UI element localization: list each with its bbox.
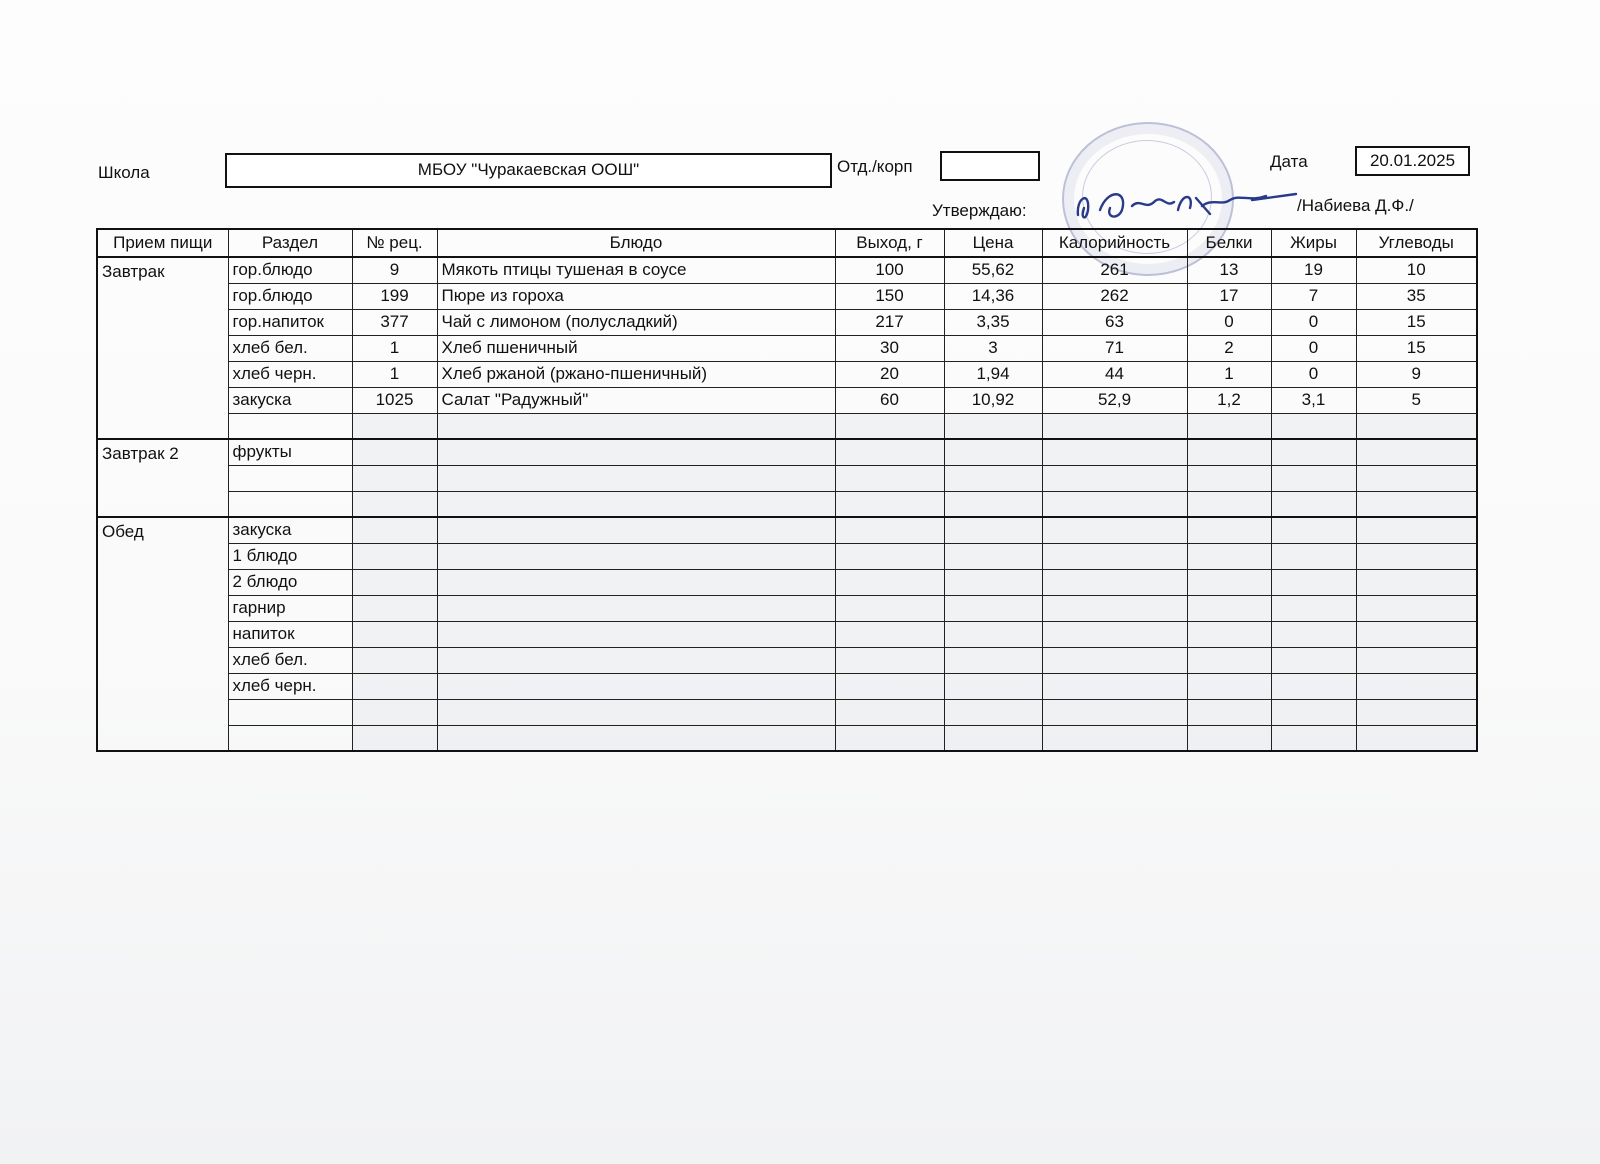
cell-section bbox=[228, 491, 352, 517]
cell-carbs bbox=[1356, 465, 1477, 491]
cell-yield bbox=[835, 569, 944, 595]
cell-calories bbox=[1042, 569, 1187, 595]
header-meal: Прием пищи bbox=[97, 229, 228, 257]
cell-yield bbox=[835, 725, 944, 751]
cell-carbs bbox=[1356, 439, 1477, 465]
cell-yield bbox=[835, 439, 944, 465]
approver-name: /Набиева Д.Ф./ bbox=[1297, 196, 1414, 215]
cell-section: гор.напиток bbox=[228, 309, 352, 335]
cell-yield bbox=[835, 595, 944, 621]
cell-price bbox=[944, 673, 1042, 699]
cell-price: 10,92 bbox=[944, 387, 1042, 413]
header-carbs: Углеводы bbox=[1356, 229, 1477, 257]
cell-dish bbox=[437, 413, 835, 439]
cell-dish bbox=[437, 621, 835, 647]
cell-yield bbox=[835, 413, 944, 439]
header-protein: Белки bbox=[1187, 229, 1271, 257]
table-row bbox=[97, 491, 1477, 517]
cell-protein: 1,2 bbox=[1187, 387, 1271, 413]
cell-protein bbox=[1187, 725, 1271, 751]
cell-price bbox=[944, 725, 1042, 751]
cell-dish bbox=[437, 647, 835, 673]
cell-dish: Чай с лимоном (полусладкий) bbox=[437, 309, 835, 335]
cell-section: гор.блюдо bbox=[228, 283, 352, 309]
cell-recipe bbox=[352, 569, 437, 595]
cell-price bbox=[944, 699, 1042, 725]
cell-carbs bbox=[1356, 543, 1477, 569]
cell-recipe: 1 bbox=[352, 335, 437, 361]
cell-dish bbox=[437, 491, 835, 517]
cell-calories bbox=[1042, 465, 1187, 491]
cell-protein: 0 bbox=[1187, 309, 1271, 335]
cell-section bbox=[228, 725, 352, 751]
cell-calories bbox=[1042, 699, 1187, 725]
cell-yield bbox=[835, 647, 944, 673]
table-row bbox=[97, 673, 1477, 699]
cell-carbs bbox=[1356, 673, 1477, 699]
cell-fat bbox=[1271, 543, 1356, 569]
cell-yield: 100 bbox=[835, 257, 944, 283]
table-row bbox=[97, 647, 1477, 673]
table-row bbox=[97, 439, 1477, 465]
cell-section: закуска bbox=[228, 387, 352, 413]
cell-recipe bbox=[352, 465, 437, 491]
school-label: Школа bbox=[98, 163, 150, 182]
cell-dish bbox=[437, 543, 835, 569]
header-dish: Блюдо bbox=[437, 229, 835, 257]
cell-carbs bbox=[1356, 569, 1477, 595]
cell-recipe bbox=[352, 543, 437, 569]
cell-recipe bbox=[352, 673, 437, 699]
cell-yield bbox=[835, 673, 944, 699]
header-price: Цена bbox=[944, 229, 1042, 257]
cell-fat bbox=[1271, 699, 1356, 725]
table-row bbox=[97, 725, 1477, 751]
cell-protein bbox=[1187, 673, 1271, 699]
cell-price bbox=[944, 543, 1042, 569]
cell-calories: 63 bbox=[1042, 309, 1187, 335]
cell-yield bbox=[835, 621, 944, 647]
cell-carbs bbox=[1356, 413, 1477, 439]
cell-yield bbox=[835, 699, 944, 725]
cell-price: 1,94 bbox=[944, 361, 1042, 387]
cell-carbs bbox=[1356, 647, 1477, 673]
cell-fat: 19 bbox=[1271, 257, 1356, 283]
cell-protein bbox=[1187, 595, 1271, 621]
cell-recipe bbox=[352, 491, 437, 517]
cell-dish: Салат "Радужный" bbox=[437, 387, 835, 413]
cell-dish: Хлеб ржаной (ржано-пшеничный) bbox=[437, 361, 835, 387]
cell-yield: 30 bbox=[835, 335, 944, 361]
cell-fat bbox=[1271, 413, 1356, 439]
school-name-field: МБОУ "Чуракаевская ООШ" bbox=[225, 153, 832, 188]
table-header-row bbox=[97, 229, 1477, 257]
cell-calories: 261 bbox=[1042, 257, 1187, 283]
header-yield: Выход, г bbox=[835, 229, 944, 257]
cell-calories: 262 bbox=[1042, 283, 1187, 309]
cell-protein bbox=[1187, 699, 1271, 725]
cell-dish bbox=[437, 595, 835, 621]
cell-protein bbox=[1187, 543, 1271, 569]
cell-fat bbox=[1271, 569, 1356, 595]
cell-carbs bbox=[1356, 517, 1477, 543]
cell-recipe: 1 bbox=[352, 361, 437, 387]
cell-price bbox=[944, 517, 1042, 543]
cell-carbs: 15 bbox=[1356, 335, 1477, 361]
table-row bbox=[97, 465, 1477, 491]
table-row bbox=[97, 413, 1477, 439]
cell-section bbox=[228, 413, 352, 439]
header-calories: Калорийность bbox=[1042, 229, 1187, 257]
cell-protein bbox=[1187, 491, 1271, 517]
cell-section: фрукты bbox=[228, 439, 352, 465]
table-row bbox=[97, 335, 1477, 361]
cell-yield: 60 bbox=[835, 387, 944, 413]
cell-fat bbox=[1271, 673, 1356, 699]
cell-calories bbox=[1042, 595, 1187, 621]
cell-calories bbox=[1042, 621, 1187, 647]
table-row bbox=[97, 595, 1477, 621]
cell-dish bbox=[437, 673, 835, 699]
cell-calories bbox=[1042, 491, 1187, 517]
cell-recipe bbox=[352, 517, 437, 543]
cell-protein bbox=[1187, 647, 1271, 673]
meal-name: Завтрак 2 bbox=[97, 439, 228, 517]
cell-fat bbox=[1271, 465, 1356, 491]
cell-fat: 0 bbox=[1271, 335, 1356, 361]
cell-section: хлеб черн. bbox=[228, 673, 352, 699]
cell-price bbox=[944, 439, 1042, 465]
menu-body bbox=[97, 257, 1477, 751]
cell-protein bbox=[1187, 621, 1271, 647]
cell-price bbox=[944, 491, 1042, 517]
cell-carbs bbox=[1356, 491, 1477, 517]
cell-protein: 2 bbox=[1187, 335, 1271, 361]
cell-price bbox=[944, 413, 1042, 439]
cell-dish bbox=[437, 465, 835, 491]
cell-section: напиток bbox=[228, 621, 352, 647]
table-row bbox=[97, 361, 1477, 387]
cell-recipe: 9 bbox=[352, 257, 437, 283]
cell-yield: 150 bbox=[835, 283, 944, 309]
cell-price bbox=[944, 569, 1042, 595]
cell-recipe bbox=[352, 647, 437, 673]
cell-price: 14,36 bbox=[944, 283, 1042, 309]
header-fat: Жиры bbox=[1271, 229, 1356, 257]
cell-calories bbox=[1042, 673, 1187, 699]
meal-name: Обед bbox=[97, 517, 228, 751]
cell-fat bbox=[1271, 621, 1356, 647]
cell-yield bbox=[835, 543, 944, 569]
cell-calories bbox=[1042, 543, 1187, 569]
cell-yield bbox=[835, 491, 944, 517]
cell-calories: 71 bbox=[1042, 335, 1187, 361]
cell-section bbox=[228, 699, 352, 725]
cell-recipe bbox=[352, 413, 437, 439]
cell-dish bbox=[437, 439, 835, 465]
table-row bbox=[97, 257, 1477, 283]
cell-price bbox=[944, 647, 1042, 673]
cell-protein: 1 bbox=[1187, 361, 1271, 387]
table-row bbox=[97, 283, 1477, 309]
cell-calories bbox=[1042, 725, 1187, 751]
cell-fat bbox=[1271, 595, 1356, 621]
cell-section: хлеб черн. bbox=[228, 361, 352, 387]
date-label: Дата bbox=[1270, 152, 1308, 171]
cell-section: 2 блюдо bbox=[228, 569, 352, 595]
cell-calories: 52,9 bbox=[1042, 387, 1187, 413]
cell-carbs: 15 bbox=[1356, 309, 1477, 335]
cell-dish bbox=[437, 699, 835, 725]
cell-recipe bbox=[352, 595, 437, 621]
dept-label: Отд./корп bbox=[837, 157, 913, 176]
table-row bbox=[97, 387, 1477, 413]
cell-price: 3 bbox=[944, 335, 1042, 361]
meal-name: Завтрак bbox=[97, 257, 228, 439]
cell-carbs: 9 bbox=[1356, 361, 1477, 387]
cell-protein: 13 bbox=[1187, 257, 1271, 283]
table-row bbox=[97, 517, 1477, 543]
cell-protein bbox=[1187, 413, 1271, 439]
date-field: 20.01.2025 bbox=[1355, 146, 1470, 176]
cell-protein bbox=[1187, 517, 1271, 543]
cell-recipe bbox=[352, 725, 437, 751]
table-row bbox=[97, 569, 1477, 595]
cell-protein bbox=[1187, 465, 1271, 491]
cell-recipe bbox=[352, 439, 437, 465]
cell-fat bbox=[1271, 647, 1356, 673]
cell-fat: 0 bbox=[1271, 309, 1356, 335]
cell-recipe bbox=[352, 699, 437, 725]
cell-fat: 7 bbox=[1271, 283, 1356, 309]
cell-recipe: 1025 bbox=[352, 387, 437, 413]
cell-price: 55,62 bbox=[944, 257, 1042, 283]
cell-protein: 17 bbox=[1187, 283, 1271, 309]
cell-price bbox=[944, 465, 1042, 491]
cell-calories bbox=[1042, 439, 1187, 465]
cell-yield bbox=[835, 517, 944, 543]
cell-section: закуска bbox=[228, 517, 352, 543]
cell-section: 1 блюдо bbox=[228, 543, 352, 569]
cell-section: гарнир bbox=[228, 595, 352, 621]
approve-label: Утверждаю: bbox=[932, 201, 1027, 220]
cell-yield: 20 bbox=[835, 361, 944, 387]
cell-protein bbox=[1187, 439, 1271, 465]
cell-fat bbox=[1271, 491, 1356, 517]
cell-recipe: 199 bbox=[352, 283, 437, 309]
menu-table bbox=[96, 228, 1478, 752]
cell-dish: Хлеб пшеничный bbox=[437, 335, 835, 361]
cell-fat bbox=[1271, 725, 1356, 751]
cell-section: гор.блюдо bbox=[228, 257, 352, 283]
dept-field bbox=[940, 151, 1040, 181]
cell-yield bbox=[835, 465, 944, 491]
cell-carbs: 10 bbox=[1356, 257, 1477, 283]
cell-carbs bbox=[1356, 725, 1477, 751]
cell-fat: 3,1 bbox=[1271, 387, 1356, 413]
header-section: Раздел bbox=[228, 229, 352, 257]
cell-price bbox=[944, 621, 1042, 647]
cell-fat bbox=[1271, 517, 1356, 543]
cell-calories bbox=[1042, 647, 1187, 673]
cell-carbs: 5 bbox=[1356, 387, 1477, 413]
cell-yield: 217 bbox=[835, 309, 944, 335]
header-recipe: № рец. bbox=[352, 229, 437, 257]
cell-dish bbox=[437, 569, 835, 595]
cell-price: 3,35 bbox=[944, 309, 1042, 335]
cell-fat: 0 bbox=[1271, 361, 1356, 387]
cell-carbs bbox=[1356, 621, 1477, 647]
cell-carbs bbox=[1356, 595, 1477, 621]
cell-dish bbox=[437, 517, 835, 543]
cell-protein bbox=[1187, 569, 1271, 595]
cell-section: хлеб бел. bbox=[228, 647, 352, 673]
cell-recipe bbox=[352, 621, 437, 647]
cell-carbs bbox=[1356, 699, 1477, 725]
table-row bbox=[97, 309, 1477, 335]
cell-carbs: 35 bbox=[1356, 283, 1477, 309]
cell-dish bbox=[437, 725, 835, 751]
cell-calories bbox=[1042, 517, 1187, 543]
cell-section bbox=[228, 465, 352, 491]
cell-dish: Мякоть птицы тушеная в соусе bbox=[437, 257, 835, 283]
table-row bbox=[97, 621, 1477, 647]
cell-price bbox=[944, 595, 1042, 621]
cell-section: хлеб бел. bbox=[228, 335, 352, 361]
cell-fat bbox=[1271, 439, 1356, 465]
table-row bbox=[97, 699, 1477, 725]
table-row bbox=[97, 543, 1477, 569]
cell-dish: Пюре из гороха bbox=[437, 283, 835, 309]
cell-calories bbox=[1042, 413, 1187, 439]
cell-recipe: 377 bbox=[352, 309, 437, 335]
signature bbox=[1070, 180, 1300, 230]
cell-calories: 44 bbox=[1042, 361, 1187, 387]
